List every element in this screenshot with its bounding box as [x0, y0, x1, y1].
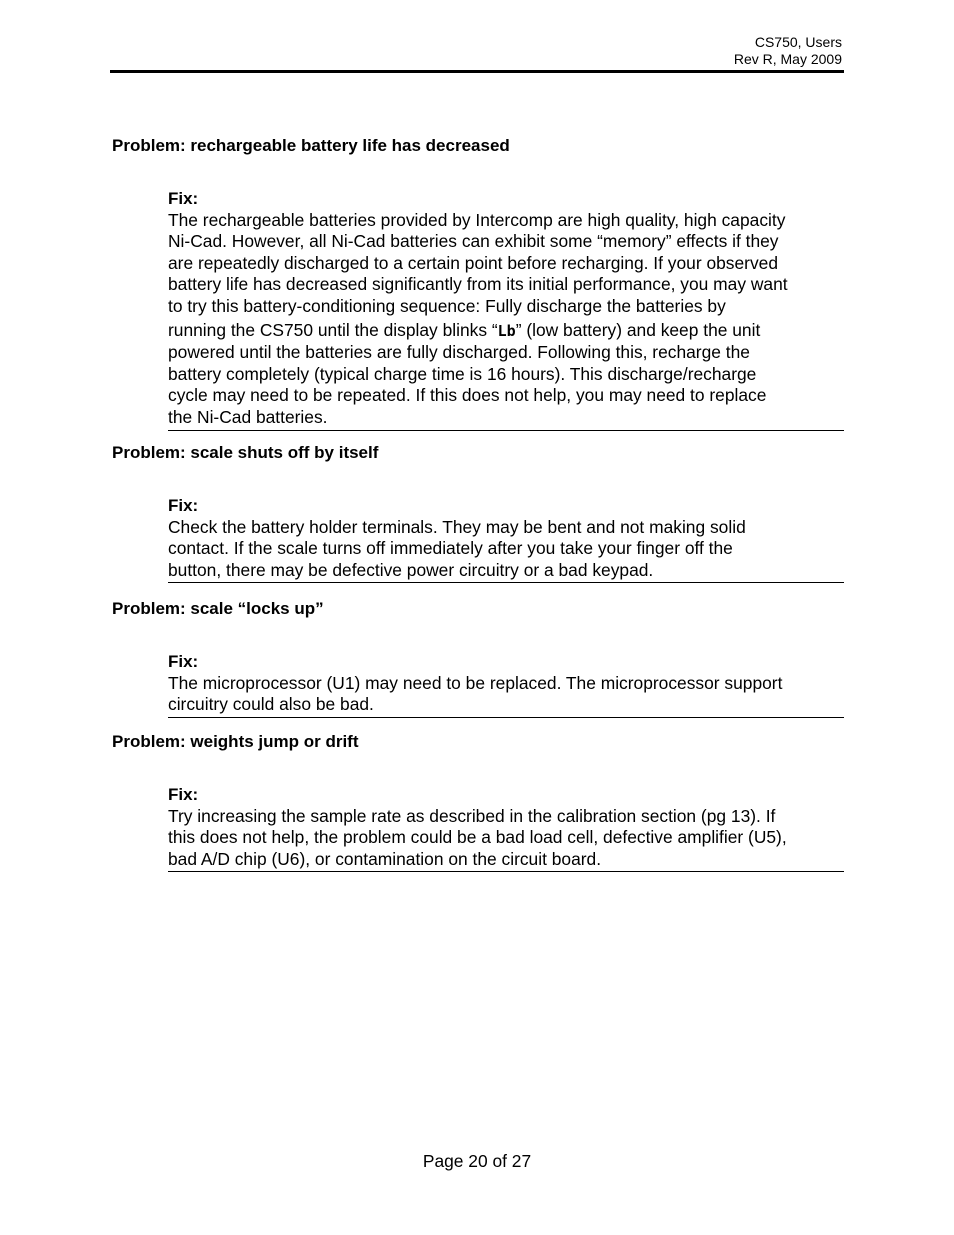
fix-line: The rechargeable batteries provided by Intercomp are high quality, high capacity	[168, 209, 786, 230]
low-battery-display-code: Lb	[497, 321, 516, 340]
fix-block	[168, 188, 844, 431]
problem-section-locks-up	[112, 599, 844, 718]
fix-line: button, there may be defective power circuitry or a bad keypad.	[168, 559, 654, 580]
header-rule	[110, 70, 844, 73]
fix-text	[168, 210, 844, 429]
fix-line: battery completely (typical charge time is 16 hours). This discharge/recharge	[168, 363, 757, 384]
fix-line: to try this battery-conditioning sequence: Fully discharge the batteries by	[168, 295, 726, 316]
fix-line: powered until the batteries are fully discharged. Following this, recharge the	[168, 342, 750, 363]
fix-block	[168, 784, 844, 872]
fix-line: are repeatedly discharged to a certain point before recharging. If your observed	[168, 252, 779, 273]
fix-line: Try increasing the sample rate as described in the calibration section (pg 13). If	[168, 805, 776, 826]
fix-line: bad A/D chip (U6), or contamination on the circuit board.	[168, 848, 602, 869]
fix-line: contact. If the scale turns off immediately after you take your finger off the	[168, 538, 733, 559]
fix-line-part: ” (low battery) and keep the unit	[515, 319, 761, 340]
fix-line: The microprocessor (U1) may need to be replaced. The microprocessor support	[168, 672, 783, 693]
problem-heading: Problem: scale “locks up”	[112, 599, 324, 618]
fix-line: the Ni-Cad batteries.	[168, 406, 328, 427]
fix-line: this does not help, the problem could be a bad load cell, defective amplifier (U5),	[168, 827, 787, 848]
fix-line: Ni-Cad. However, all Ni-Cad batteries can exhibit some “memory” effects if they	[168, 231, 779, 252]
header-revision: Rev R, May 2009	[733, 51, 842, 67]
fix-line: battery life has decreased significantly from its initial performance, you may want	[168, 274, 788, 295]
page-number: Page 20 of 27	[422, 1151, 532, 1171]
page-header	[734, 34, 842, 68]
problem-heading: Problem: rechargeable battery life has decreased	[112, 136, 510, 155]
problem-section-shuts-off	[112, 443, 844, 583]
fix-text	[168, 806, 844, 871]
fix-block	[168, 495, 844, 583]
fix-block	[168, 651, 844, 718]
problem-section-weights-drift	[112, 732, 844, 872]
fix-line: Check the battery holder terminals. They may be bent and not making solid	[168, 516, 746, 537]
problem-section-battery-life	[112, 136, 844, 431]
problem-heading: Problem: weights jump or drift	[112, 732, 359, 751]
fix-label: Fix:	[168, 785, 199, 804]
header-doc-title: CS750, Users	[754, 34, 842, 50]
fix-label: Fix:	[168, 189, 199, 208]
fix-line: circuitry could also be bad.	[168, 694, 374, 715]
fix-text	[168, 673, 844, 716]
fix-label: Fix:	[168, 496, 199, 515]
fix-line	[168, 320, 844, 343]
fix-line-part: running the CS750 until the display blinks “	[168, 319, 498, 340]
fix-label: Fix:	[168, 652, 199, 671]
problem-heading: Problem: scale shuts off by itself	[112, 443, 379, 462]
fix-line: cycle may need to be repeated. If this does not help, you may need to replace	[168, 385, 767, 406]
fix-text	[168, 517, 844, 582]
